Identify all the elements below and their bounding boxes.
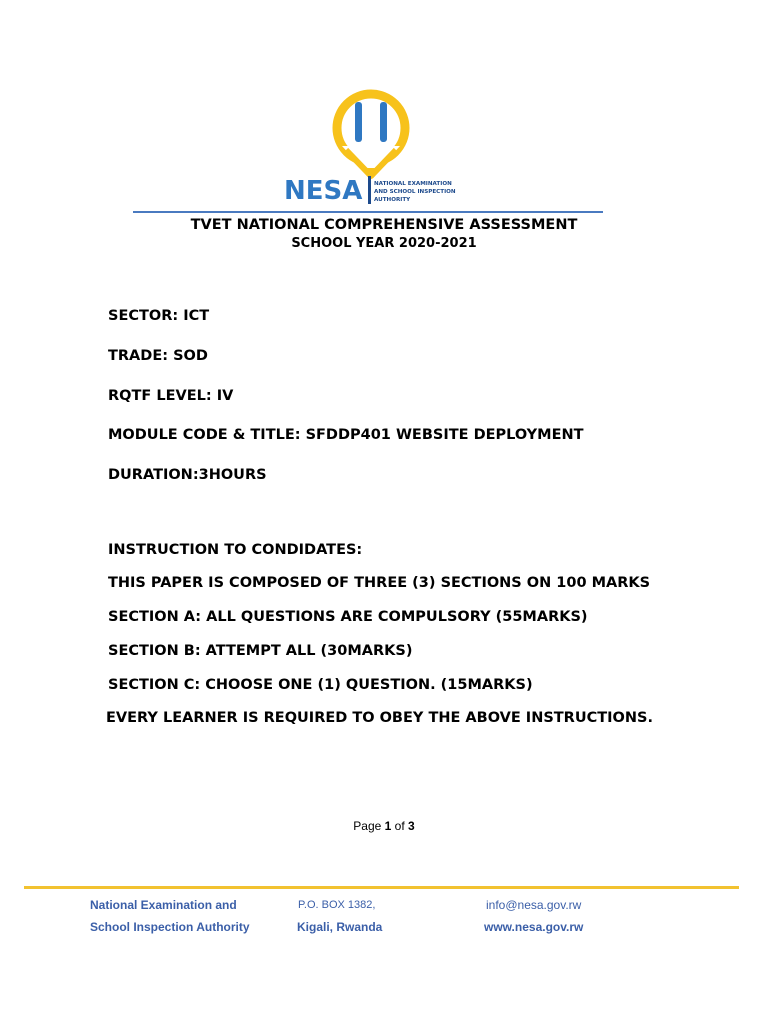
footer-org-line1: National Examination and <box>90 898 237 912</box>
school-year: SCHOOL YEAR 2020-2021 <box>291 236 477 251</box>
logo-tagline-line1: NATIONAL EXAMINATION <box>374 181 452 187</box>
module-field: MODULE CODE & TITLE: SFDDP401 WEBSITE DEPLOYMENT <box>108 427 584 443</box>
pencil-lightbulb-icon <box>337 94 405 178</box>
footer-po-box: P.O. BOX 1382, <box>298 899 376 911</box>
page-word: Page <box>353 819 382 833</box>
assessment-title: TVET NATIONAL COMPREHENSIVE ASSESSMENT <box>190 217 578 233</box>
instruction-line: SECTION B: ATTEMPT ALL (30MARKS) <box>108 643 413 659</box>
instruction-line: SECTION C: CHOOSE ONE (1) QUESTION. (15MARKS) <box>108 677 533 693</box>
instruction-line: EVERY LEARNER IS REQUIRED TO OBEY THE ABOVE INSTRUCTIONS. <box>106 710 653 726</box>
footer-org-line2: School Inspection Authority <box>90 920 250 934</box>
footer-city: Kigali, Rwanda <box>297 920 383 934</box>
logo-tagline-line2: AND SCHOOL INSPECTION <box>374 189 456 195</box>
instructions-heading: INSTRUCTION TO CONDIDATES: <box>108 542 363 558</box>
logo-brand-text: NESA <box>284 176 363 206</box>
sector-field: SECTOR: ICT <box>108 308 210 324</box>
page-current: 1 <box>384 819 392 833</box>
page-of: of <box>394 819 405 833</box>
footer-divider <box>24 886 739 889</box>
trade-field: TRADE: SOD <box>108 348 208 364</box>
footer-email-link[interactable]: info@nesa.gov.rw <box>486 898 582 912</box>
rqtf-level-field: RQTF LEVEL: IV <box>108 388 234 404</box>
page-total: 3 <box>408 819 415 833</box>
footer-website-link[interactable]: www.nesa.gov.rw <box>484 920 584 934</box>
page-number <box>0 819 768 833</box>
instruction-line: SECTION A: ALL QUESTIONS ARE COMPULSORY (55MARKS) <box>108 609 588 625</box>
nesa-logo <box>282 88 472 208</box>
header-divider <box>133 211 603 213</box>
duration-field: DURATION:3HOURS <box>108 467 267 483</box>
logo-tagline-line3: AUTHORITY <box>374 197 411 203</box>
instruction-line: THIS PAPER IS COMPOSED OF THREE (3) SECTIONS ON 100 MARKS <box>108 575 651 591</box>
